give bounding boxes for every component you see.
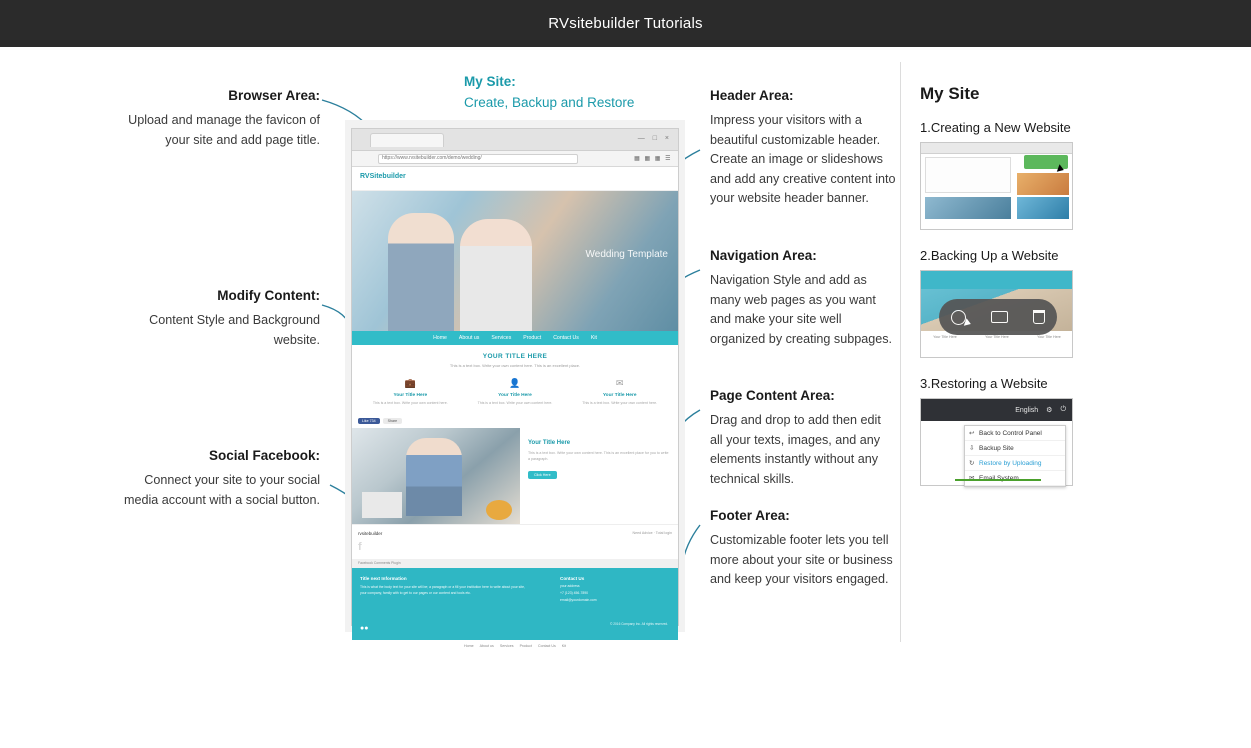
thumb1-titlebar <box>921 143 1072 154</box>
tutorial-item-1-label[interactable]: 1.Creating a New Website <box>920 120 1071 135</box>
three-column-block <box>352 372 678 416</box>
annotation-page-content-area <box>710 388 896 489</box>
menu-item-label: Restore by Uploading <box>979 459 1042 467</box>
feature-image <box>352 428 520 524</box>
annotation-title: Modify Content: <box>217 288 320 303</box>
annotation-header-area <box>710 88 896 209</box>
nav-item-contact[interactable]: Contact Us <box>553 335 579 341</box>
tutorial-item-3-label[interactable]: 3.Restoring a Website <box>920 376 1048 391</box>
social-buttons-row[interactable] <box>352 416 678 428</box>
annotation-title: Footer Area: <box>710 508 790 523</box>
thumb2-toolbar <box>939 299 1057 335</box>
center-caption-line2: Create, Backup and Restore <box>464 94 635 110</box>
hero-figure-left <box>388 213 454 331</box>
annotation-title: Header Area: <box>710 88 794 103</box>
column-title: Your Title Here <box>393 393 428 398</box>
thumb2-topbar <box>921 271 1072 289</box>
annotation-body: Navigation Style and add as many web pages as you want and make your site well organized by creating subpages. <box>710 273 893 346</box>
footer-title: Title next Information <box>360 576 407 582</box>
hero-text: Wedding Template <box>585 249 668 260</box>
footer-contact-address: your address <box>560 584 580 589</box>
menu-item-label: Back to Control Panel <box>979 429 1042 437</box>
thumb1-image-b <box>1017 197 1069 219</box>
briefcase-icon: 💼 <box>404 378 416 388</box>
tutorial-item-2-label[interactable]: 2.Backing Up a Website <box>920 248 1059 263</box>
thumb1-image-a <box>1017 173 1069 195</box>
my-site-panel-title: My Site <box>920 84 980 103</box>
annotation-navigation-area <box>710 248 896 349</box>
mail-icon: ✉ <box>615 378 624 388</box>
nav-item-services[interactable]: Services <box>491 335 512 341</box>
tutorial-thumbnail-creating[interactable] <box>920 142 1073 230</box>
site-mockup <box>345 120 685 649</box>
my-site-panel <box>920 84 1220 504</box>
column-3 <box>567 378 672 406</box>
gear-icon[interactable]: ⚙ <box>1046 407 1053 414</box>
footer-nav-product[interactable]: Product <box>519 644 532 649</box>
tutorial-thumbnail-restore[interactable] <box>920 398 1073 486</box>
facebook-page-name: rvsitebuilder <box>358 531 383 537</box>
footer-nav-services[interactable]: Services <box>499 644 514 649</box>
section-title: YOUR TITLE HERE <box>482 353 548 360</box>
menu-item-restore-by-uploading[interactable] <box>965 456 1065 471</box>
footer-social-icons[interactable]: ●● <box>360 625 369 633</box>
site-header <box>352 167 678 191</box>
tutorial-thumbnail-backup[interactable] <box>920 270 1073 358</box>
center-caption <box>464 72 694 114</box>
annotation-body: Customizable footer lets you tell more about your site or business and keep your visitors engaged. <box>710 533 893 587</box>
facebook-widget <box>352 524 678 568</box>
annotation-modify-content <box>120 288 320 350</box>
site-navigation[interactable] <box>352 331 678 345</box>
thumb3-topbar <box>921 399 1072 421</box>
annotation-body: Content Style and Background website. <box>149 313 320 347</box>
browser-tab[interactable] <box>370 133 444 147</box>
annotation-title: Navigation Area: <box>710 248 817 263</box>
annotation-browser-area <box>120 88 320 150</box>
column-body: This is a text box. Write your own content here. <box>477 401 553 405</box>
nav-item-about[interactable]: About us <box>458 335 480 341</box>
feature-title: Your Title Here <box>528 440 571 447</box>
footer-nav-kit[interactable]: Kit <box>561 644 566 649</box>
browser-address-bar[interactable] <box>352 151 678 167</box>
address-text: https://www.rvsitebuilder.com/demo/wedding/ <box>382 155 482 161</box>
site-footer <box>352 568 678 640</box>
window-controls[interactable]: — □ × <box>637 135 672 142</box>
feature-text <box>520 428 678 524</box>
thumb3-progress-bar <box>955 479 1041 482</box>
annotation-title: Social Facebook: <box>208 448 320 463</box>
user-icon: 👤 <box>509 378 521 388</box>
annotation-title: Page Content Area: <box>710 388 835 403</box>
thumb1-panel <box>925 157 1011 193</box>
footer-copyright: © 2016 Company Inc. All rights reserved. <box>610 622 668 627</box>
facebook-logo: f <box>358 541 362 554</box>
annotation-social-facebook <box>120 448 320 510</box>
arrow-icon: ↩ <box>969 430 975 437</box>
window-title-bar <box>0 0 1251 47</box>
language-selector[interactable]: English <box>1015 406 1039 414</box>
feature-person <box>406 438 462 516</box>
hero-banner <box>352 191 678 331</box>
browser-chrome <box>352 129 678 151</box>
feature-block <box>352 428 678 524</box>
nav-item-home[interactable]: Home <box>433 335 447 341</box>
share-button[interactable]: Share <box>383 418 403 424</box>
section-subtitle: This is a text box. Write your own content here. This is an excellent place. <box>449 363 581 368</box>
menu-item-backup-site[interactable] <box>965 441 1065 456</box>
footer-contact-email: email@yourdomain.com <box>560 598 597 603</box>
browser-window <box>351 128 679 649</box>
nav-item-product[interactable]: Product <box>523 335 542 341</box>
section-title-block <box>352 345 678 372</box>
download-icon: ⇩ <box>969 445 975 452</box>
nav-item-kit[interactable]: Kit <box>590 335 597 341</box>
footer-contact-phone: +7 (123) 456-7890 <box>560 591 588 596</box>
footer-contact-title: Contact Us <box>560 576 585 582</box>
facebook-like-button[interactable]: Like 734 <box>358 418 380 424</box>
annotation-body: Upload and manage the favicon of your site and add page title. <box>128 113 320 147</box>
feature-object <box>362 492 402 518</box>
column-1 <box>358 378 463 406</box>
menu-item-label: Backup Site <box>979 444 1014 452</box>
column-title: Your Title Here <box>602 393 637 398</box>
trash-icon <box>1033 310 1045 324</box>
thumb2-col2: Your Title Here <box>985 335 1009 339</box>
footer-nav-about[interactable]: About us <box>479 644 494 649</box>
column-body: This is a text box. Write your own content here. <box>372 401 448 405</box>
footer-body: This is what the body text for your site will be; a paragraph or a fill your institution here to write about your site, your company, family with to get to our pages or our content and tools etc. <box>360 585 525 595</box>
thumb1-image-c <box>925 197 1011 219</box>
page-title: RVsitebuilder Tutorials <box>548 15 703 32</box>
facebook-widget-right: Need Advice · Total login <box>632 531 672 536</box>
thumb2-col1: Your Title Here <box>933 335 957 339</box>
column-title: Your Title Here <box>498 393 532 398</box>
footer-nav-contact[interactable]: Contact Us <box>537 644 556 649</box>
center-caption-line1: My Site: <box>464 74 516 89</box>
feature-cta-button[interactable]: Click Here <box>528 471 557 479</box>
annotation-footer-area <box>710 508 896 590</box>
annotation-title: Browser Area: <box>228 88 320 103</box>
annotation-body: Drag and drop to add then edit all your texts, images, and any elements instantly without any technical skills. <box>710 413 881 486</box>
site-logo: RVSitebuilder <box>360 173 406 180</box>
footer-contact <box>560 576 670 602</box>
power-icon[interactable]: ⏻ <box>1060 406 1066 413</box>
feature-fruit <box>486 500 512 520</box>
browser-toolbar-icons[interactable]: ▦ ▦ ▦ ☰ <box>634 156 672 162</box>
facebook-comments-bar: Facebook Comments Plugin <box>352 559 678 568</box>
annotation-body: Impress your visitors with a beautiful customizable header. Create an image or slideshows and add any creative content into your website header banner. <box>710 113 896 206</box>
backup-icon <box>991 311 1008 323</box>
thumb2-col3: Your Title Here <box>1037 335 1061 339</box>
column-2 <box>463 378 568 406</box>
footer-nav-home[interactable]: Home <box>464 644 474 649</box>
column-body: This is a text box. Write your own content here. <box>582 401 658 405</box>
hero-figure-right <box>460 219 532 331</box>
restore-icon: ↻ <box>969 460 975 467</box>
annotation-body: Connect your site to your social media account with a social button. <box>123 473 320 507</box>
menu-item-back-to-control-panel[interactable] <box>965 426 1065 441</box>
vertical-divider <box>900 62 901 642</box>
feature-body: This is a text box. Write your own content here. This is an excellent place for you to write a paragraph. <box>528 451 669 462</box>
footer-navigation[interactable] <box>352 640 678 652</box>
